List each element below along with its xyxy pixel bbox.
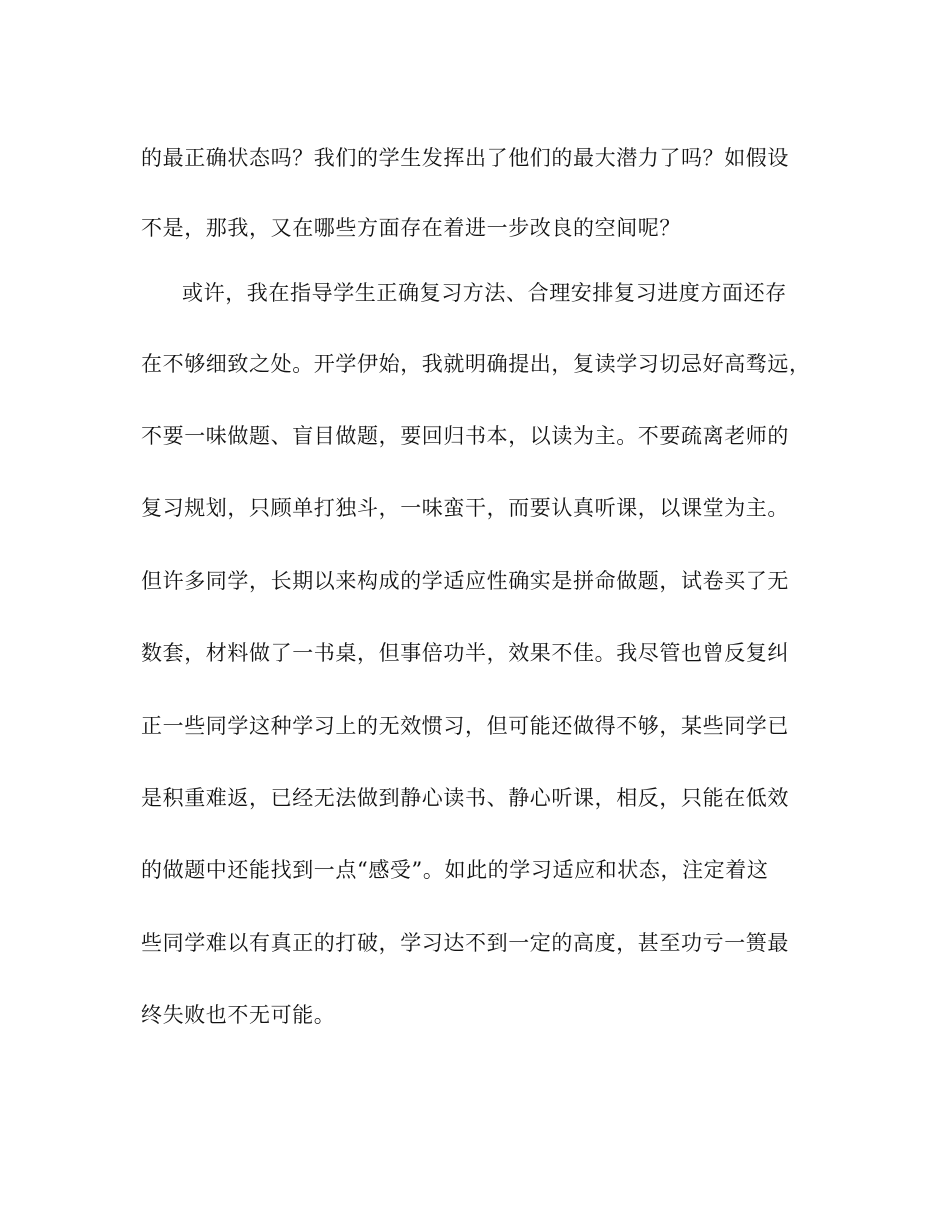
body-text-line: 些同学难以有真正的打破，学习达不到一定的高度，甚至功亏一篑最 (141, 931, 789, 955)
body-text-line: 不要一味做题、盲目做题，要回归书本，以读为主。不要疏离老师的 (141, 424, 789, 448)
body-text-line: 是积重难返，已经无法做到静心读书、静心听课，相反，只能在低效 (141, 786, 789, 810)
body-text-line: 复习规划，只顾单打独斗，一味蛮干，而要认真听课，以课堂为主。 (141, 496, 789, 520)
body-text-line: 的最正确状态吗？我们的学生发挥出了他们的最大潜力了吗？如假设 (141, 146, 789, 170)
body-text-line: 终失败也不无可能。 (141, 1003, 336, 1027)
body-text-line: 正一些同学这种学习上的无效惯习，但可能还做得不够，某些同学已 (141, 714, 789, 738)
body-text-line: 但许多同学，长期以来构成的学适应性确实是拼命做题，试卷买了无 (141, 569, 789, 593)
paragraph-first-line: 或许，我在指导学生正确复习方法、合理安排复习进度方面还存 (182, 281, 787, 305)
body-text-line: 在不够细致之处。开学伊始，我就明确提出，复读学习切忌好高骛远， (141, 352, 811, 376)
body-text-line: 的做题中还能找到一点“感受”。如此的学习适应和状态，注定着这 (141, 858, 769, 882)
body-text-line: 不是，那我，又在哪些方面存在着进一步改良的空间呢？ (141, 216, 681, 240)
body-text-line: 数套，材料做了一书桌，但事倍功半，效果不佳。我尽管也曾反复纠 (141, 641, 789, 665)
